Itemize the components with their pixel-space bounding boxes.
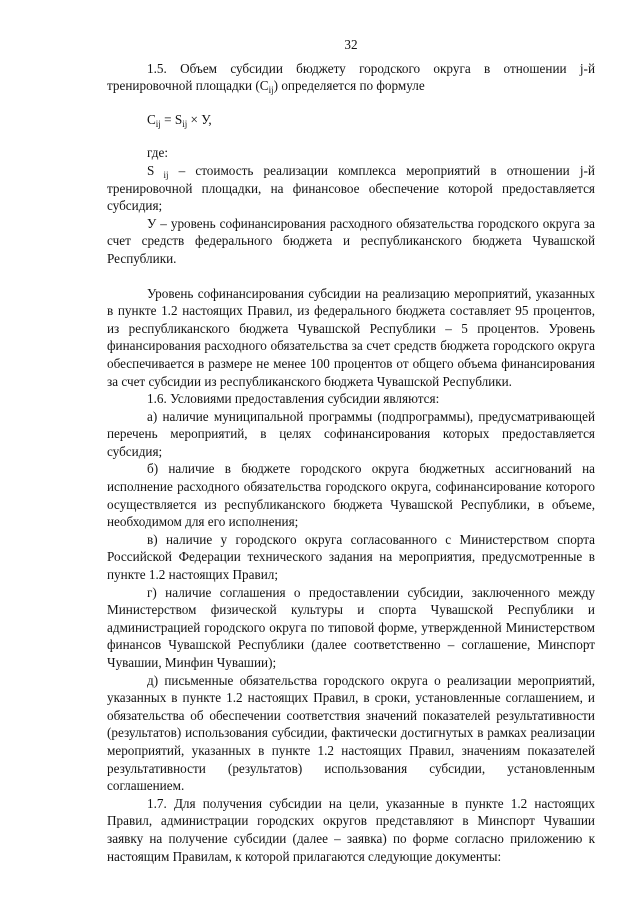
definition-s-text: – стоимость реализации комплекса мероприятий в отношении j-й тренировочной площадки, на финансовое обеспечение которой предоставляется субсидия; — [107, 162, 595, 214]
formula-rest: × У, — [187, 111, 212, 127]
where-label: где: — [147, 145, 168, 161]
definition-s-subscript: ij — [154, 169, 169, 180]
paragraph-1-5-end: ) определяется по формуле — [273, 78, 425, 94]
document-page — [107, 36, 595, 865]
condition-v: в) наличие у городского округа согласованного с Министерством спорта Российской Федерации технического задания на мероприятия, предусмотренные в пункте 1.2 настоящих Правил; — [107, 531, 595, 583]
definition-u: У – уровень софинансирования расходного обязательства городского округа за счет средств федерального бюджета и республиканского бюджета Чувашской Республики. — [107, 215, 595, 266]
paragraph-1-7: 1.7. Для получения субсидии на цели, указанные в пункте 1.2 настоящих Правил, администрации городских округов представляют в Минспорт Чувашии заявку на получение субсидии (далее – заявка) по форме согласно приложению к настоящим Правилам, к которой прилагаются следующие документы: — [107, 795, 595, 864]
page-number: 32 — [344, 37, 358, 52]
condition-b: б) наличие в бюджете городского округа бюджетных ассигнований на исполнение расходного обязательства городского округа, софинансирование которого осуществляется из республиканского бюджета Чувашской Республики, в объеме, необходимом для его исполнения; — [107, 461, 595, 530]
paragraph-1-5-subscript: ij — [268, 85, 274, 96]
formula-eq: = S — [160, 111, 183, 127]
definition-s — [107, 162, 595, 215]
formula-c: C — [147, 111, 156, 127]
formula-c-subscript: ij — [155, 118, 161, 129]
condition-d: д) письменные обязательства городского округа о реализации мероприятий, указанных в пункте 1.2 настоящих Правил, в сроки, установленные соглашением, и обязательства об обеспечении соответствия значений показателей результативности (результатов) использования субсидии, фактически достигнутых в рамках реализации мероприятий, указанных в пункте 1.2 настоящих Правил, значениям показателей результативности (результатов) использования субсидии, установленным соглашением. — [107, 672, 595, 794]
paragraph-1-6: 1.6. Условиями предоставления субсидии являются: — [147, 391, 440, 407]
condition-g: г) наличие соглашения о предоставлении субсидии, заключенного между Министерством физической культуры и спорта Чувашской Республики и администрацией городского округа по типовой форме, утвержденной Министерством финансов Чувашской Республики (далее соответственно – соглашение, Минспорт Чувашии, Минфин Чувашии); — [107, 584, 595, 670]
formula-s-subscript: ij — [182, 118, 188, 129]
paragraph-1-5-text: 1.5. Объем субсидии бюджету городского округа в отношении j-й тренировочной площадки (C — [107, 60, 595, 94]
spacer — [107, 268, 595, 285]
paragraph-cofinancing-level: Уровень софинансирования субсидии на реализацию мероприятий, указанных в пункте 1.2 настоящих Правил, из федерального бюджета составляет 95 процентов, из республиканского бюджета Чувашской Республики – 5 процентов. Уровень финансирования расходного обязательства за счет средств бюджета городского округа обеспечивается в размере не менее 100 процентов от общего объема финансирования за счет субсидии из республиканского бюджета Чувашской Республики. — [107, 285, 595, 389]
condition-a: а) наличие муниципальной программы (подпрограммы), предусматривающей перечень мероприятий, в целях софинансирования которых предоставляется субсидия; — [107, 408, 595, 459]
paragraph-1-5 — [107, 60, 595, 95]
formula — [107, 111, 595, 129]
definition-s-symbol: S — [147, 162, 155, 178]
